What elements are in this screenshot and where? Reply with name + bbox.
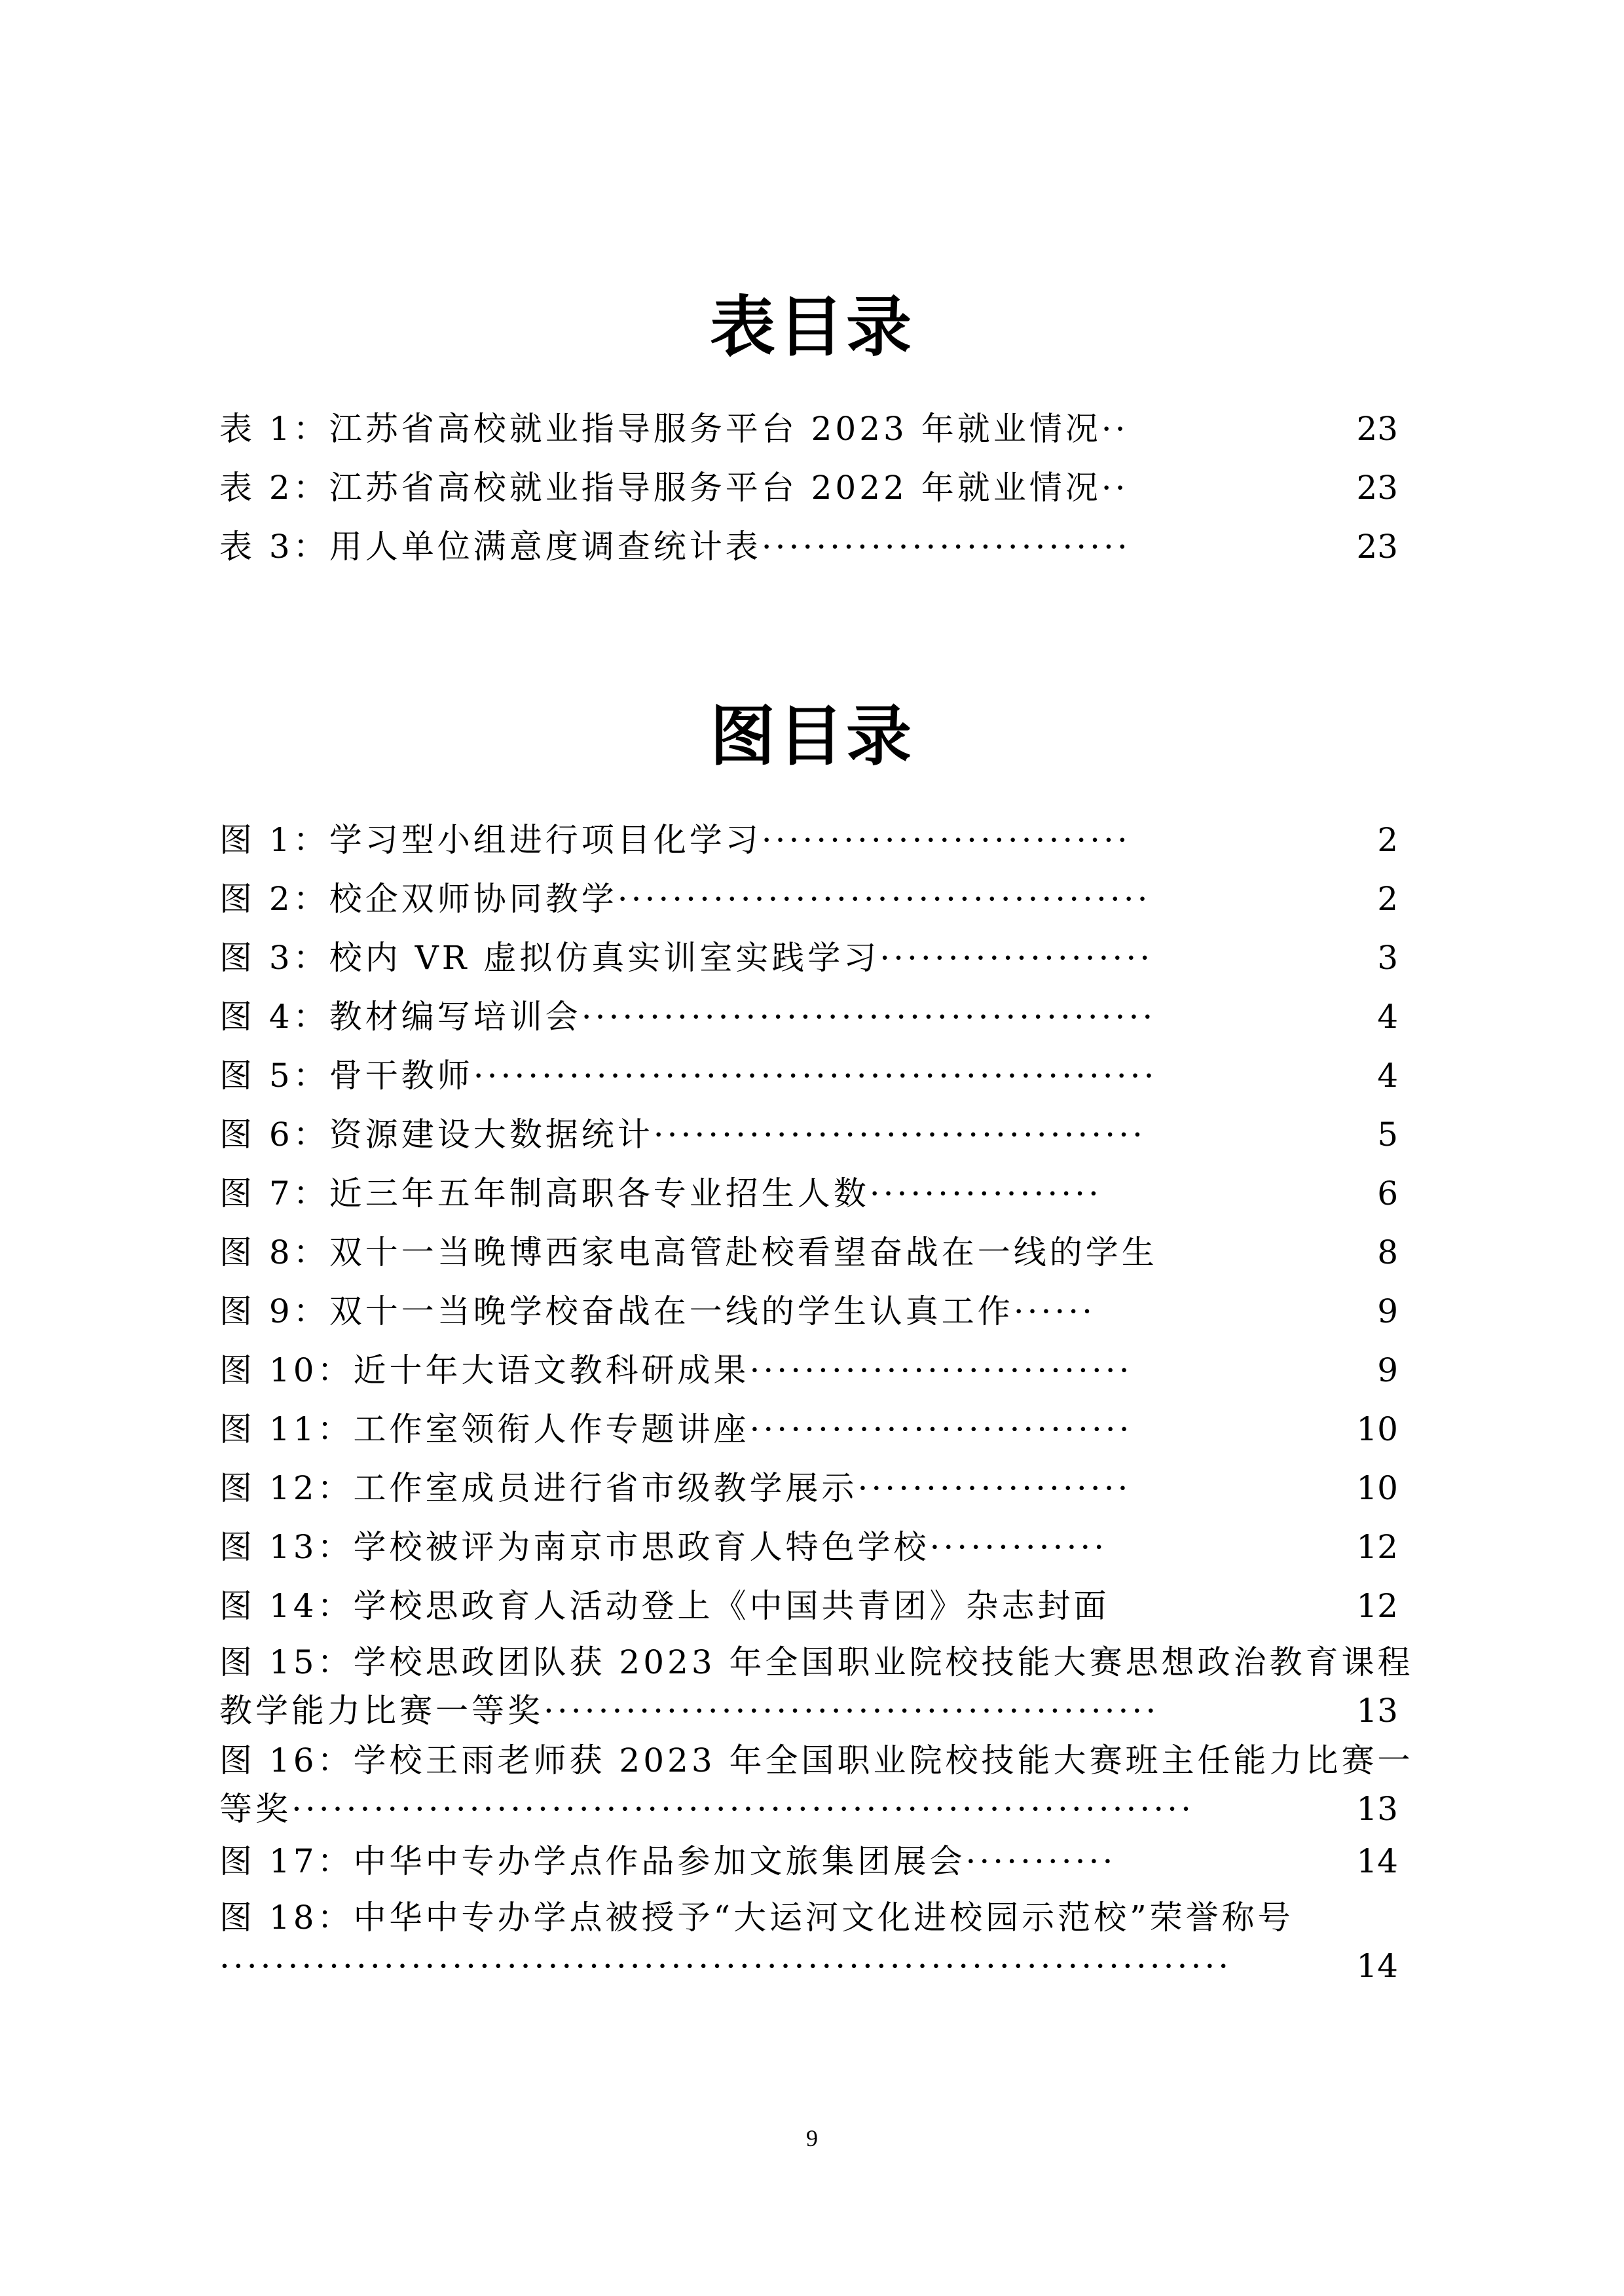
toc-entry-page: 8 bbox=[1377, 1233, 1398, 1271]
toc-entry-page: 14 bbox=[1356, 1947, 1398, 1985]
toc-entry-page: 5 bbox=[1377, 1116, 1398, 1154]
toc-entry-label: 图 17：中华中专办学点作品参加文旅集团展会··········· bbox=[219, 1842, 1116, 1880]
toc-entry-page: 2 bbox=[1377, 821, 1398, 859]
toc-entry-page: 2 bbox=[1377, 880, 1398, 918]
toc-entry-label: 图 6：资源建设大数据统计···································· bbox=[219, 1116, 1146, 1154]
toc-entry-label: 图 16：学校王雨老师获 2023 年全国职业院校技能大赛班主任能力比赛一等奖·································································· bbox=[219, 1741, 1414, 1828]
toc-entry-page: 4 bbox=[1377, 998, 1398, 1036]
toc-entry-page: 10 bbox=[1356, 1410, 1398, 1448]
toc-entry-label: 图 9：双十一当晚学校奋战在一线的学生认真工作······ bbox=[219, 1292, 1096, 1330]
toc-entry-page: 3 bbox=[1377, 939, 1398, 977]
figures-heading: 图目录 bbox=[710, 698, 914, 774]
toc-entry-label: 图 8：双十一当晚博西家电高管赴校看望奋战在一线的学生 bbox=[219, 1233, 1158, 1271]
toc-entry-page: 23 bbox=[1356, 469, 1398, 507]
toc-entry-label: 图 5：骨干教师·················································· bbox=[219, 1057, 1158, 1095]
toc-entry-page: 10 bbox=[1356, 1469, 1398, 1507]
toc-entry-page: 6 bbox=[1377, 1175, 1398, 1212]
toc-entry-page: 9 bbox=[1377, 1351, 1398, 1389]
toc-entry-page: 23 bbox=[1356, 410, 1398, 448]
page-number: 9 bbox=[806, 2125, 818, 2151]
toc-entry-page: 14 bbox=[1356, 1842, 1398, 1880]
toc-entry-page: 23 bbox=[1356, 528, 1398, 566]
toc-entry-label: 图 3：校内 VR 虚拟仿真实训室实践学习···················· bbox=[219, 939, 1154, 977]
toc-entry-page: 12 bbox=[1356, 1528, 1398, 1566]
toc-entry-label: 图 12：工作室成员进行省市级教学展示···················· bbox=[219, 1469, 1132, 1507]
toc-entry-label: 图 4：教材编写培训会·········································· bbox=[219, 998, 1156, 1036]
toc-entry-label: 图 2：校企双师协同教学······································· bbox=[219, 880, 1151, 918]
toc-entry-label: 表 2：江苏省高校就业指导服务平台 2022 年就业情况·· bbox=[219, 469, 1129, 507]
toc-entry-label: 图 14：学校思政育人活动登上《中国共青团》杂志封面 bbox=[219, 1587, 1110, 1625]
toc-entry-page: 13 bbox=[1356, 1692, 1398, 1730]
toc-entry-label: 图 13：学校被评为南京市思政育人特色学校············· bbox=[219, 1528, 1108, 1566]
toc-entry-label: 图 10：近十年大语文教科研成果···························· bbox=[219, 1351, 1133, 1389]
toc-entry-label: 表 3：用人单位满意度调查统计表··························· bbox=[219, 528, 1131, 566]
toc-entry-label: 图 18：中华中专办学点被授予“大运河文化进校园示范校”荣誉称号·········································································· bbox=[219, 1899, 1294, 1985]
toc-entry-page: 12 bbox=[1356, 1587, 1398, 1625]
toc-entry-page: 13 bbox=[1356, 1790, 1398, 1828]
toc-entry-label: 表 1：江苏省高校就业指导服务平台 2023 年就业情况·· bbox=[219, 410, 1129, 448]
toc-entry-label: 图 1：学习型小组进行项目化学习··························· bbox=[219, 821, 1131, 859]
tables-heading: 表目录 bbox=[710, 289, 914, 365]
toc-entry-label: 图 15：学校思政团队获 2023 年全国职业院校技能大赛思想政治教育课程教学能力比赛一等奖············································· bbox=[219, 1643, 1414, 1730]
toc-entry-label: 图 11：工作室领衔人作专题讲座···························· bbox=[219, 1410, 1133, 1448]
toc-entry-page: 9 bbox=[1377, 1292, 1398, 1330]
toc-entry-page: 4 bbox=[1377, 1057, 1398, 1095]
toc-entry-label: 图 7：近三年五年制高职各专业招生人数················· bbox=[219, 1175, 1102, 1212]
